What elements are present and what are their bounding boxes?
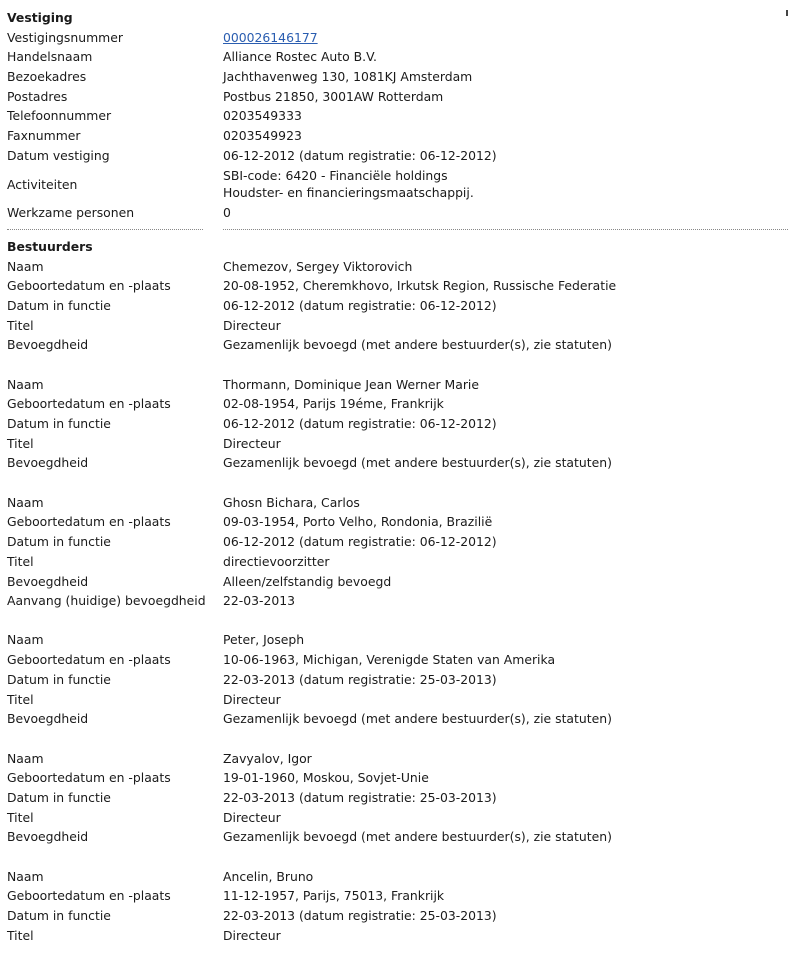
field-value: Gezamenlijk bevoegd (met andere bestuurder(s), zie statuten) xyxy=(223,337,612,353)
field-label: Datum in functie xyxy=(7,671,111,687)
spacer xyxy=(7,473,788,493)
field-row xyxy=(7,768,788,788)
field-row xyxy=(7,808,788,828)
field-value: Directeur xyxy=(223,435,281,451)
field-row xyxy=(7,630,788,650)
field-row xyxy=(7,572,788,592)
field-value: Alliance Rostec Auto B.V. xyxy=(223,49,377,65)
field-label: Postadres xyxy=(7,88,68,104)
field-row xyxy=(7,335,788,355)
field-value: Chemezov, Sergey Viktorovich xyxy=(223,258,413,274)
field-value: directievoorzitter xyxy=(223,553,330,569)
field-row xyxy=(7,867,788,887)
field-label: Bezoekadres xyxy=(7,68,87,84)
section-title-vestiging: Vestiging xyxy=(7,10,73,25)
field-label: Activiteiten xyxy=(7,176,78,192)
field-value: Directeur xyxy=(223,809,281,825)
field-row xyxy=(7,532,788,552)
field-row xyxy=(7,47,788,67)
field-row xyxy=(7,434,788,454)
activiteiten-line-1: SBI-code: 6420 - Financiële holdings xyxy=(223,168,448,184)
field-row xyxy=(7,788,788,808)
field-row xyxy=(7,690,788,710)
field-row xyxy=(7,276,788,296)
field-row xyxy=(7,414,788,434)
field-label: Naam xyxy=(7,632,44,648)
field-value: 0 xyxy=(223,205,231,221)
field-label: Datum vestiging xyxy=(7,147,110,163)
field-value: 06-12-2012 (datum registratie: 06-12-2012) xyxy=(223,298,497,314)
field-value: 06-12-2012 (datum registratie: 06-12-2012) xyxy=(223,534,497,550)
field-row xyxy=(7,827,788,847)
field-label: Vestigingsnummer xyxy=(7,29,123,45)
bestuurder-block xyxy=(7,375,788,473)
field-row xyxy=(7,394,788,414)
field-label: Telefoonnummer xyxy=(7,108,112,124)
field-label: Bevoegdheid xyxy=(7,829,89,845)
field-row xyxy=(7,87,788,107)
field-row xyxy=(7,257,788,277)
field-value: Thormann, Dominique Jean Werner Marie xyxy=(223,376,479,392)
field-label: Datum in functie xyxy=(7,298,111,314)
spacer xyxy=(7,611,788,631)
field-row xyxy=(7,203,788,223)
field-label: Bevoegdheid xyxy=(7,711,89,727)
field-row xyxy=(7,106,788,126)
field-label: Naam xyxy=(7,494,44,510)
field-row-activiteiten xyxy=(7,165,788,203)
field-row xyxy=(7,650,788,670)
field-row xyxy=(7,926,788,946)
field-row xyxy=(7,493,788,513)
field-value: Jachthavenweg 130, 1081KJ Amsterdam xyxy=(223,68,473,84)
field-label: Bevoegdheid xyxy=(7,337,89,353)
field-value: 0203549333 xyxy=(223,108,302,124)
field-label: Titel xyxy=(7,317,34,333)
field-label: Geboortedatum en -plaats xyxy=(7,652,171,668)
field-value: 19-01-1960, Moskou, Sovjet-Unie xyxy=(223,770,429,786)
field-value: Gezamenlijk bevoegd (met andere bestuurder(s), zie statuten) xyxy=(223,829,612,845)
field-row xyxy=(7,709,788,729)
field-label: Geboortedatum en -plaats xyxy=(7,770,171,786)
field-label: Datum in functie xyxy=(7,789,111,805)
field-label: Titel xyxy=(7,553,34,569)
field-value: 11-12-1957, Parijs, 75013, Frankrijk xyxy=(223,888,445,904)
field-label: Titel xyxy=(7,927,34,943)
field-row xyxy=(7,296,788,316)
field-label: Bevoegdheid xyxy=(7,455,89,471)
field-label: Datum in functie xyxy=(7,416,111,432)
field-value: Ghosn Bichara, Carlos xyxy=(223,494,360,510)
field-row xyxy=(7,749,788,769)
field-value: Zavyalov, Igor xyxy=(223,750,312,766)
field-label: Geboortedatum en -plaats xyxy=(7,888,171,904)
field-label: Naam xyxy=(7,376,44,392)
field-row xyxy=(7,28,788,48)
field-value: Directeur xyxy=(223,927,281,943)
field-label: Geboortedatum en -plaats xyxy=(7,514,171,530)
field-label: Bevoegdheid xyxy=(7,573,89,589)
field-value: Directeur xyxy=(223,691,281,707)
field-row xyxy=(7,453,788,473)
field-value: Ancelin, Bruno xyxy=(223,868,314,884)
field-label: Handelsnaam xyxy=(7,49,93,65)
field-value: 22-03-2013 (datum registratie: 25-03-2013) xyxy=(223,789,497,805)
field-row xyxy=(7,886,788,906)
field-value: Gezamenlijk bevoegd (met andere bestuurder(s), zie statuten) xyxy=(223,711,612,727)
field-row xyxy=(7,512,788,532)
field-row xyxy=(7,906,788,926)
field-row xyxy=(7,316,788,336)
spacer xyxy=(7,355,788,375)
field-value: 06-12-2012 (datum registratie: 06-12-2012) xyxy=(223,147,497,163)
field-label: Titel xyxy=(7,809,34,825)
field-label: Werkzame personen xyxy=(7,205,135,221)
bestuurder-block xyxy=(7,867,788,946)
field-value: Gezamenlijk bevoegd (met andere bestuurder(s), zie statuten) xyxy=(223,455,612,471)
field-value: Postbus 21850, 3001AW Rotterdam xyxy=(223,88,444,104)
bestuurder-block xyxy=(7,493,788,611)
field-row xyxy=(7,67,788,87)
section-divider xyxy=(7,223,788,237)
field-label: Faxnummer xyxy=(7,128,81,144)
field-label: Datum in functie xyxy=(7,534,111,550)
spacer xyxy=(7,847,788,867)
field-label: Aanvang (huidige) bevoegdheid xyxy=(7,593,206,609)
field-row xyxy=(7,146,788,166)
field-value: 22-03-2013 xyxy=(223,593,296,609)
field-label: Naam xyxy=(7,868,44,884)
field-value: 02-08-1954, Parijs 19éme, Frankrijk xyxy=(223,396,444,412)
field-label: Datum in functie xyxy=(7,907,111,923)
field-label: Geboortedatum en -plaats xyxy=(7,396,171,412)
field-label: Naam xyxy=(7,750,44,766)
field-row xyxy=(7,552,788,572)
field-label: Geboortedatum en -plaats xyxy=(7,278,171,294)
field-row xyxy=(7,375,788,395)
bestuurder-block xyxy=(7,630,788,728)
field-value: 20-08-1952, Cheremkhovo, Irkutsk Region, Russische Federatie xyxy=(223,278,617,294)
field-value: 10-06-1963, Michigan, Verenigde Staten van Amerika xyxy=(223,652,556,668)
field-value: 09-03-1954, Porto Velho, Rondonia, Brazilië xyxy=(223,514,493,530)
field-label: Naam xyxy=(7,258,44,274)
field-row xyxy=(7,126,788,146)
field-value xyxy=(223,165,788,203)
company-register-extract xyxy=(7,8,788,945)
field-label: Titel xyxy=(7,691,34,707)
spacer xyxy=(7,729,788,749)
field-value: 0203549923 xyxy=(223,128,302,144)
field-value: 06-12-2012 (datum registratie: 06-12-2012) xyxy=(223,416,497,432)
field-value: Alleen/zelfstandig bevoegd xyxy=(223,573,392,589)
field-value: 22-03-2013 (datum registratie: 25-03-2013) xyxy=(223,671,497,687)
field-value: Directeur xyxy=(223,317,281,333)
section-title-bestuurders: Bestuurders xyxy=(7,239,93,255)
vestigingsnummer-link[interactable]: 000026146177 xyxy=(223,29,318,45)
bestuurder-block xyxy=(7,749,788,847)
field-row xyxy=(7,670,788,690)
bestuurder-block xyxy=(7,257,788,355)
field-value: 22-03-2013 (datum registratie: 25-03-2013) xyxy=(223,907,497,923)
activiteiten-line-2: Houdster- en financieringsmaatschappij. xyxy=(223,185,474,201)
field-value: Peter, Joseph xyxy=(223,632,305,648)
field-label: Titel xyxy=(7,435,34,451)
field-row xyxy=(7,591,788,611)
